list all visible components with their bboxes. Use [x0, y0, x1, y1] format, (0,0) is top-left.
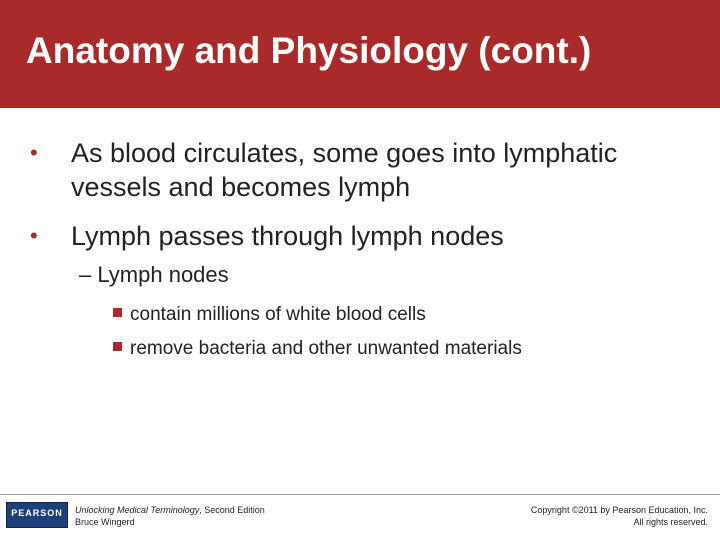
slide-title: Anatomy and Physiology (cont.) — [26, 30, 592, 71]
rights-text: All rights reserved. — [633, 517, 708, 527]
square-bullet-icon — [113, 308, 122, 317]
footer-copyright — [531, 504, 708, 528]
book-title: Unlocking Medical Terminology — [75, 505, 200, 515]
bullet-dot-icon: • — [30, 223, 38, 248]
book-edition: , Second Edition — [199, 505, 265, 515]
sub-sub-bullet-text: remove bacteria and other unwanted materials — [130, 338, 522, 359]
dash-icon: – — [79, 262, 92, 287]
copyright-text: Copyright ©2011 by Pearson Education, Inc. — [530, 505, 708, 515]
sub-sub-bullet-item — [113, 302, 426, 328]
logo-text: PEARSON — [11, 508, 63, 518]
bullet-dot-icon: • — [30, 140, 38, 165]
footer-divider — [0, 494, 720, 495]
author-name: Bruce Wingerd — [75, 517, 135, 527]
sub-sub-bullet-item — [113, 336, 522, 362]
bullet-text: As blood circulates, some goes into lymphatic vessels and becomes lymph — [71, 138, 618, 202]
footer-citation — [75, 504, 265, 528]
sub-bullet-text: Lymph nodes — [97, 262, 229, 287]
square-bullet-icon — [113, 342, 122, 351]
sub-bullet-item — [79, 261, 229, 289]
pearson-logo — [6, 502, 68, 528]
title-bar — [0, 0, 720, 108]
sub-sub-bullet-text: contain millions of white blood cells — [130, 304, 426, 325]
bullet-text: Lymph passes through lymph nodes — [71, 221, 504, 251]
